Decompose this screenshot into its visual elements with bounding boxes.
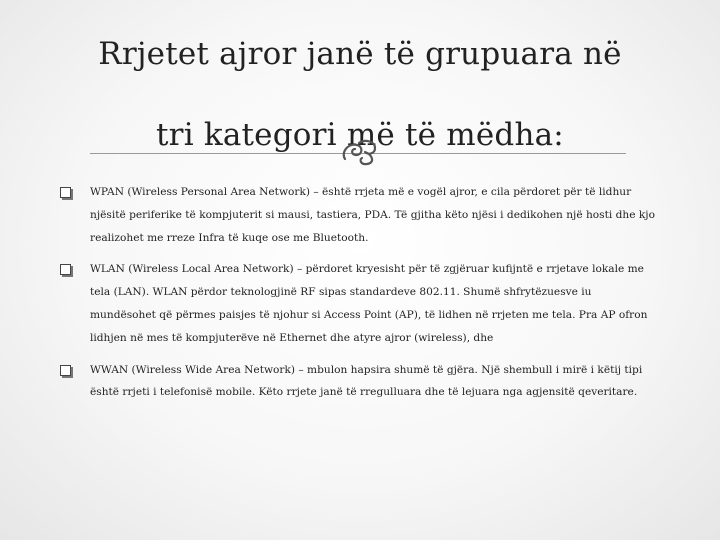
hollow-square-bullet-icon	[60, 365, 71, 376]
bullet-text: WLAN (Wireless Local Area Network) – përdoret kryesisht për të zgjëruar kufijntë e rrjetave lokale me tela (LAN). WLAN përdor teknologjinë RF sipas standardeve 802.11. Shumë shfrytëzuesve iu mundësohet që përmes paisjes të njohur si Access Point (AP), të lidhen në rrjeten me tela. Pra AP ofron lidhjen në mes të kompjuterëve në Ethernet dhe atyre ajror (wireless), dhe	[90, 263, 648, 344]
slide-title-line-1: Rrjetet ajror janë të grupuara në	[98, 36, 622, 72]
hollow-square-bullet-icon	[60, 264, 71, 275]
scroll-ornament-icon	[335, 133, 385, 167]
list-item	[60, 359, 660, 405]
bullet-text: WPAN (Wireless Personal Area Network) – është rrjeta më e vogël ajror, e cila përdoret për të lidhur njësitë periferike të kompjuterit si mausi, tastiera, PDA. Të gjitha këto njësi i dedikohen një hosti dhe kjo realizohet me rreze Infra të kuqe ose me Bluetooth.	[90, 186, 655, 244]
slide-title-line-2: tri kategori më të mëdha:	[156, 117, 564, 153]
bullet-list	[60, 181, 660, 404]
hollow-square-bullet-icon	[60, 187, 71, 198]
list-item	[60, 181, 660, 249]
list-item	[60, 258, 660, 349]
bullet-text: WWAN (Wireless Wide Area Network) – mbulon hapsira shumë të gjëra. Një shembull i mirë i këtij tipi është rrjeti i telefonisë mobile. Këto rrjete janë të rregulluara dhe të lejuara nga agjensitë qeveritare.	[90, 363, 643, 399]
